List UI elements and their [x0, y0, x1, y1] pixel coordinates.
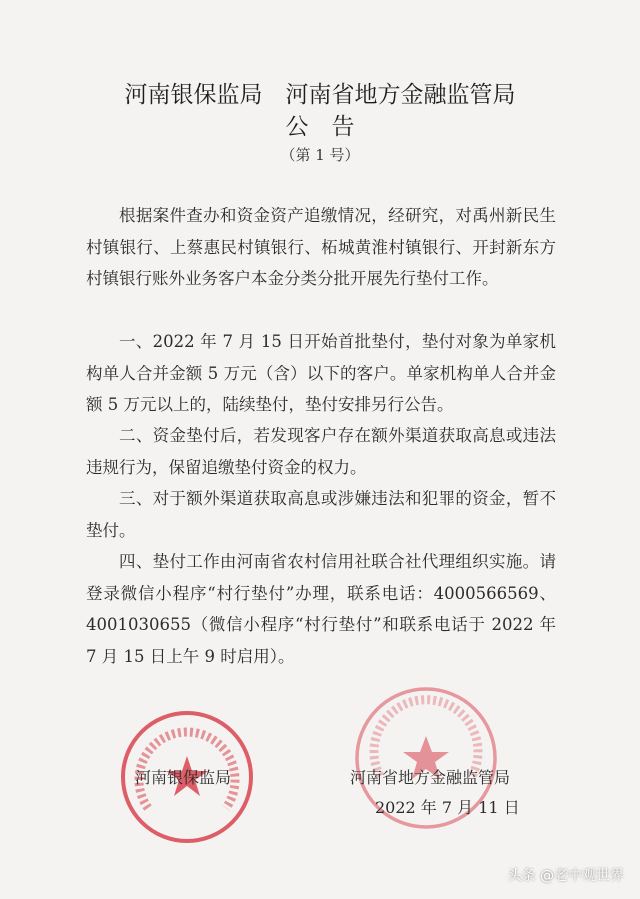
paragraph-text: 二、资金垫付后，若发现客户存在额外渠道获取高息或违法违规行为，保留追缴垫付资金的权力。	[86, 426, 556, 477]
issue-date: 2022 年 7 月 11 日	[375, 798, 520, 817]
body-paragraph-2	[86, 420, 556, 483]
body-paragraph-1	[86, 326, 556, 421]
body-paragraph-3	[86, 483, 556, 546]
paragraph-text: 根据案件查办和资金资产追缴情况，经研究，对禹州新民生村镇银行、上蔡惠民村镇银行、柘城黄淮村镇银行、开封新东方村镇银行账外业务客户本金分类分批开展先行垫付工作。	[86, 206, 556, 288]
signature-right: 河南省地方金融监管局	[350, 768, 511, 787]
document-type-title: 公 告	[285, 114, 355, 140]
watermark: 头条 @老中观世界	[507, 868, 624, 884]
body-paragraph-4	[86, 546, 556, 672]
paragraph-text: 三、对于额外渠道获取高息或涉嫌违法和犯罪的资金，暂不垫付。	[86, 489, 556, 540]
paragraph-text: 四、垫付工作由河南省农村信用社联合社代理组织实施。请登录微信小程序“村行垫付”办理，联系电话：4000566569、4001030655（微信小程序“村行垫付”和联系电话于 2022 年 7 月 15 日上午 9 时启用）。	[86, 552, 556, 666]
paragraph-text: 一、2022 年 7 月 15 日开始首批垫付，垫付对象为单家机构单人合并金额 5 万元（含）以下的客户。单家机构单人合并金额 5 万元以上的，陆续垫付，垫付安排另行公告。	[86, 332, 556, 414]
signature-left: 河南银保监局	[135, 768, 232, 787]
issuers-title: 河南银保监局 河南省地方金融监管局	[124, 82, 516, 108]
body-paragraph-intro	[86, 200, 556, 295]
document-number: （第 1 号）	[280, 146, 360, 164]
